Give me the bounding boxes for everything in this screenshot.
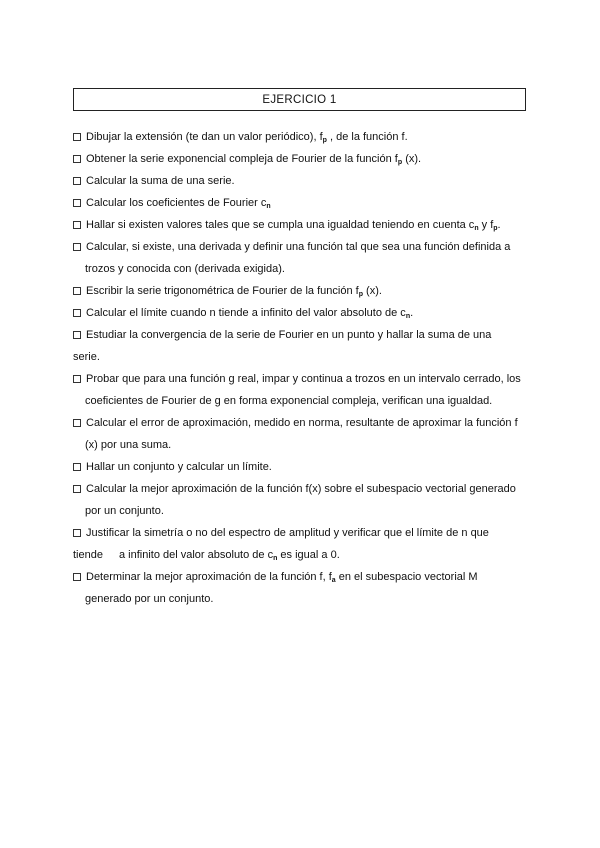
checkbox-icon[interactable] — [73, 133, 81, 141]
checkbox-icon[interactable] — [73, 243, 81, 251]
checkbox-icon[interactable] — [73, 199, 81, 207]
task-item: Calcular la suma de una serie. — [73, 170, 533, 192]
task-item: Escribir la serie trigonométrica de Fourier de la función $f_p$ (x). — [73, 280, 533, 302]
task-item: Determinar la mejor aproximación de la función f, $f_a$ en el subespacio vectorial M generado por un conjunto. — [73, 566, 533, 610]
task-item: Calcular los coeficientes de Fourier $c_n$ — [73, 192, 533, 214]
checkbox-icon[interactable] — [73, 309, 81, 317]
checkbox-icon[interactable] — [73, 573, 81, 581]
exercise-title: EJERCICIO 1 — [262, 94, 337, 106]
task-item: Estudiar la convergencia de la serie de Fourier en un punto y hallar la suma de una serie. — [73, 329, 492, 363]
task-item: Calcular la mejor aproximación de la función f(x) sobre el subespacio vectorial generado por un conjunto. — [73, 478, 533, 522]
task-item: Dibujar la extensión (te dan un valor periódico), $f_p$ , de la función f. — [73, 126, 533, 148]
task-item: Obtener la serie exponencial compleja de Fourier de la función $f_p$ (x). — [73, 148, 533, 170]
checkbox-icon[interactable] — [73, 463, 81, 471]
task-list — [73, 126, 533, 610]
task-item: Hallar si existen valores tales que se cumpla una igualdad teniendo en cuenta $c_n$ y $f_p$. — [73, 214, 533, 236]
checkbox-icon[interactable] — [73, 221, 81, 229]
checkbox-icon[interactable] — [73, 331, 81, 339]
task-item: Calcular el error de aproximación, medido en norma, resultante de aproximar la función f (x) por una suma. — [73, 412, 533, 456]
task-item: Calcular, si existe, una derivada y definir una función tal que sea una función definida a trozos y conocida con (derivada exigida). — [73, 236, 533, 280]
checkbox-icon[interactable] — [73, 177, 81, 185]
task-item: Justificar la simetría o no del espectro de amplitud y verificar que el límite de n que tiende a infinito del valor absoluto de $c_n$ es igual a 0. — [73, 527, 489, 562]
checkbox-icon[interactable] — [73, 485, 81, 493]
exercise-title-box — [73, 88, 526, 111]
task-item: Calcular el límite cuando n tiende a infinito del valor absoluto de $c_n$. — [73, 302, 533, 324]
checkbox-icon[interactable] — [73, 287, 81, 295]
checkbox-icon[interactable] — [73, 155, 81, 163]
checkbox-icon[interactable] — [73, 529, 81, 537]
checkbox-icon[interactable] — [73, 375, 81, 383]
task-item: Hallar un conjunto y calcular un límite. — [73, 456, 533, 478]
checkbox-icon[interactable] — [73, 419, 81, 427]
task-item: Probar que para una función g real, impar y continua a trozos en un intervalo cerrado, los coeficientes de Fourier de g en forma exponencial compleja, verifican una igualdad. — [73, 368, 533, 412]
